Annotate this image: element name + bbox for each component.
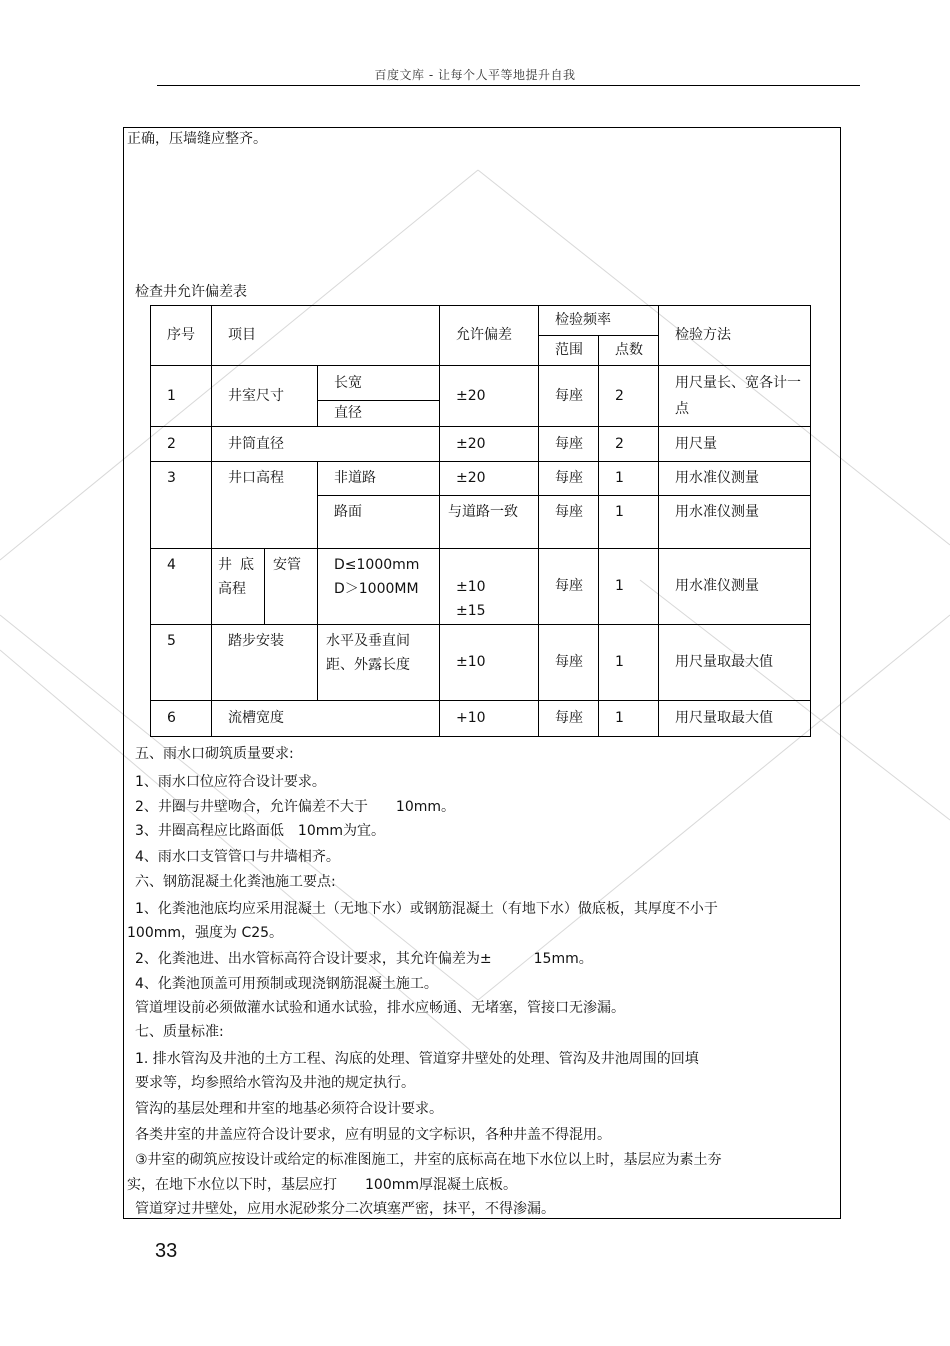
- row1-sub-a: 长宽: [318, 366, 440, 401]
- deviation-table: [150, 305, 811, 737]
- row4-scope: 每座: [539, 549, 599, 625]
- row5-method: 用尺量取最大值: [659, 625, 811, 701]
- row2-seq: 2: [151, 427, 212, 462]
- intro-line: 正确，压墙缝应整齐。: [127, 131, 267, 147]
- row6-method: 用尺量取最大值: [659, 701, 811, 737]
- header-deviation: 允许偏差: [440, 306, 539, 366]
- row3-deviation-a: ±20: [440, 462, 539, 496]
- row5-points: 1: [599, 625, 659, 701]
- header-item: 项目: [212, 306, 440, 366]
- row3-sub-a: 非道路: [318, 462, 440, 496]
- row6-item: 流槽宽度: [212, 701, 440, 737]
- row3-sub-b: 路面: [318, 496, 440, 549]
- row1-seq: 1: [151, 366, 212, 427]
- row1-item: 井室尺寸: [212, 366, 318, 427]
- row4-method: 用水准仪测量: [659, 549, 811, 625]
- header-frequency: 检验频率: [539, 306, 659, 336]
- row1-deviation: ±20: [440, 366, 539, 427]
- row3-scope-a: 每座: [539, 462, 599, 496]
- row4-deviation: [440, 549, 539, 625]
- header-scope: 范围: [539, 336, 599, 366]
- row3-points-a: 1: [599, 462, 659, 496]
- table-title: 检查井允许偏差表: [135, 284, 247, 300]
- row4-item2: 安管: [265, 549, 318, 625]
- row5-deviation: ±10: [440, 625, 539, 701]
- row3-item: 井口高程: [212, 462, 318, 549]
- text-line: 实，在地下水位以下时，基层应打 100mm厚混凝土底板。: [127, 1177, 517, 1193]
- row3-scope-b: 每座: [539, 496, 599, 549]
- text-line: 3、井圈高程应比路面低 10mm为宜。: [135, 823, 385, 839]
- text-line: 1、雨水口位应符合设计要求。: [135, 774, 326, 790]
- row2-points: 2: [599, 427, 659, 462]
- text-line: ③井室的砌筑应按设计或给定的标准图施工，井室的底标高在地下水位以上时，基层应为素土夯: [135, 1152, 722, 1168]
- row6-seq: 6: [151, 701, 212, 737]
- text-line: 2、化粪池进、出水管标高符合设计要求，其允许偏差为± 15mm。: [135, 951, 593, 967]
- text-line: 要求等，均参照给水管沟及井池的规定执行。: [135, 1075, 415, 1091]
- row4-deviation-b: ±15: [456, 602, 486, 619]
- row1-method: 用尺量长、宽各计一点: [659, 366, 811, 427]
- row6-deviation: +10: [440, 701, 539, 737]
- row5-scope: 每座: [539, 625, 599, 701]
- row4-sub: [318, 549, 440, 625]
- row2-method: 用尺量: [659, 427, 811, 462]
- text-line: 1、化粪池池底均应采用混凝土（无地下水）或钢筋混凝土（有地下水）做底板，其厚度不小于: [135, 901, 718, 917]
- row4-item: 井底高程: [212, 549, 265, 625]
- row4-sub-b: D＞1000MM: [334, 581, 419, 597]
- row6-points: 1: [599, 701, 659, 737]
- row1-sub-b: 直径: [318, 401, 440, 427]
- row3-seq: 3: [151, 462, 212, 549]
- row1-points: 2: [599, 366, 659, 427]
- row4-seq: 4: [151, 549, 212, 625]
- row3-method-b: 用水准仪测量: [659, 496, 811, 549]
- text-line: 管沟的基层处理和井室的地基必须符合设计要求。: [135, 1101, 443, 1117]
- text-line: 4、化粪池顶盖可用预制或现浇钢筋混凝土施工。: [135, 976, 438, 992]
- header-points: 点数: [599, 336, 659, 366]
- header-seq: 序号: [151, 306, 212, 366]
- text-line: 管道埋设前必须做灌水试验和通水试验，排水应畅通、无堵塞，管接口无渗漏。: [135, 1000, 625, 1016]
- row3-points-b: 1: [599, 496, 659, 549]
- row5-sub: 水平及垂直间距、外露长度: [318, 625, 440, 701]
- header-method: 检验方法: [659, 306, 811, 366]
- page-header: 百度文库 - 让每个人平等地提升自我: [374, 68, 576, 82]
- row5-item: 踏步安装: [212, 625, 318, 701]
- text-line: 4、雨水口支管管口与井墙相齐。: [135, 849, 340, 865]
- row6-scope: 每座: [539, 701, 599, 737]
- row3-deviation-b: 与道路一致: [440, 496, 539, 549]
- page-number: 33: [155, 1240, 178, 1262]
- row1-scope: 每座: [539, 366, 599, 427]
- row4-sub-a: D≤1000mm: [334, 557, 420, 573]
- section7-heading: 七、质量标准:: [135, 1024, 224, 1040]
- section6-heading: 六、钢筋混凝土化粪池施工要点:: [135, 874, 336, 890]
- row5-seq: 5: [151, 625, 212, 701]
- row4-points: 1: [599, 549, 659, 625]
- text-line: 2、井圈与井壁吻合，允许偏差不大于 10mm。: [135, 799, 455, 815]
- header-rule: [157, 85, 860, 86]
- row2-deviation: ±20: [440, 427, 539, 462]
- text-line: 1. 排水管沟及井池的土方工程、沟底的处理、管道穿井壁处的处理、管沟及井池周围的回填: [135, 1051, 699, 1067]
- row3-method-a: 用水准仪测量: [659, 462, 811, 496]
- section5-heading: 五、雨水口砌筑质量要求:: [135, 746, 294, 762]
- text-line: 各类井室的井盖应符合设计要求，应有明显的文字标识，各种井盖不得混用。: [135, 1127, 611, 1143]
- row2-scope: 每座: [539, 427, 599, 462]
- row4-deviation-a: ±10: [456, 578, 486, 595]
- row2-item: 井筒直径: [212, 427, 440, 462]
- text-line: 100mm，强度为 C25。: [127, 925, 284, 941]
- text-line: 管道穿过井壁处，应用水泥砂浆分二次填塞严密，抹平，不得渗漏。: [135, 1201, 555, 1217]
